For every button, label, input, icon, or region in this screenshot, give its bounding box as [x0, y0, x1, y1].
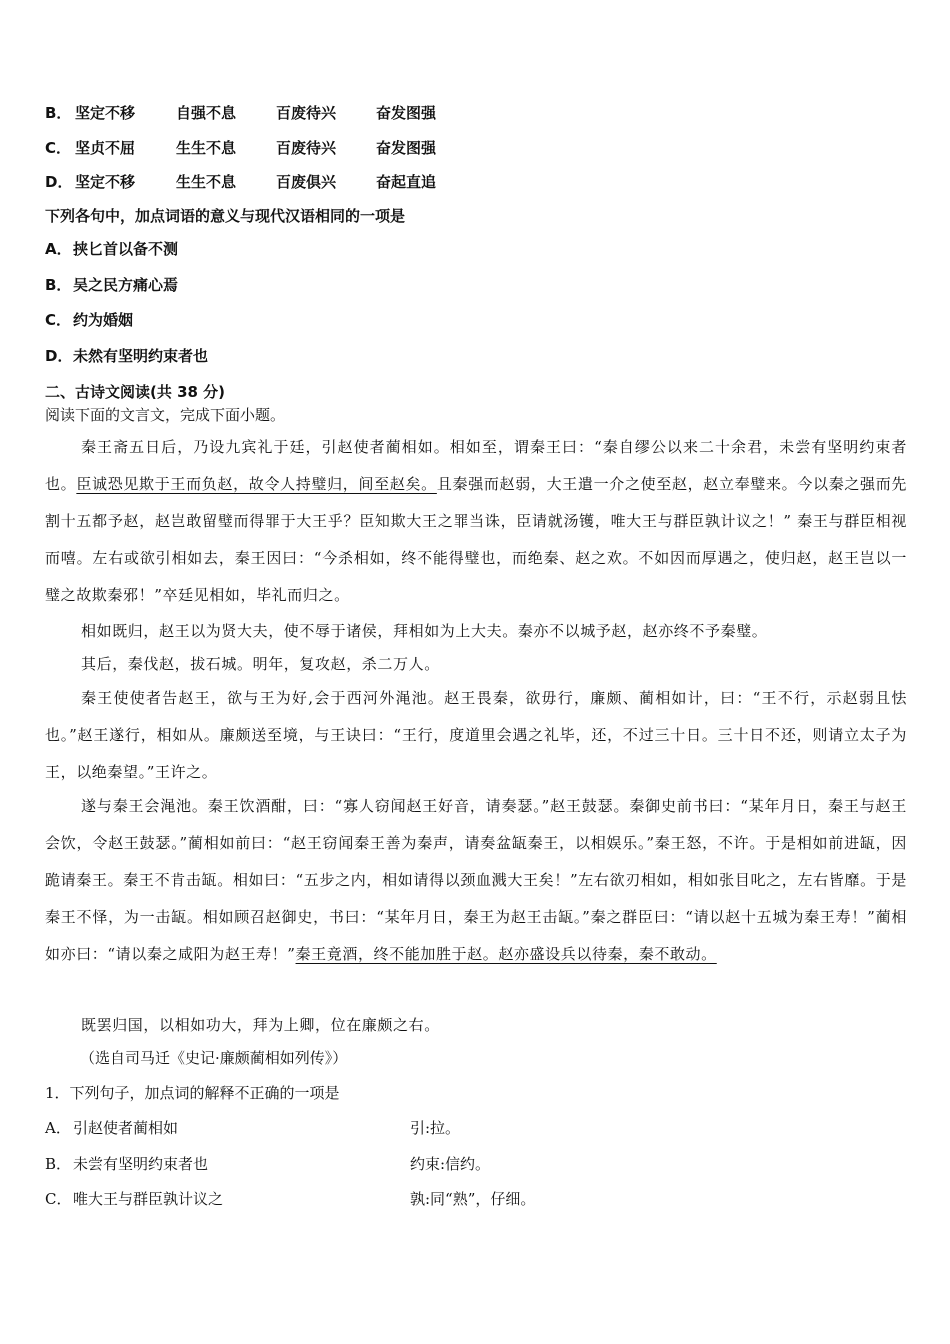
meaning-option-c — [45, 309, 133, 330]
option-sentence: 引赵使者蔺相如 — [73, 1119, 179, 1137]
option-label: A． — [45, 240, 72, 258]
option-word: 生生不息 — [176, 139, 237, 157]
option-text: 吴之民方痛心焉 — [73, 276, 179, 294]
option-label: B． — [45, 276, 72, 294]
option-text: 挟匕首以备不测 — [73, 240, 179, 258]
option-label: C． — [45, 139, 72, 157]
meaning-option-a — [45, 238, 178, 259]
option-sentence: 唯大王与群臣孰计议之 — [73, 1190, 224, 1208]
option-label: C． — [45, 1190, 72, 1208]
option-text: 未然有坚明约束者也 — [73, 347, 209, 365]
section-heading: 二、古诗文阅读(共 38 分) — [45, 383, 226, 401]
option-label: B． — [45, 1155, 72, 1173]
option-word: 奋发图强 — [376, 104, 437, 122]
section-intro: 阅读下面的文言文，完成下面小题。 — [45, 406, 286, 424]
option-word: 坚定不移 — [75, 104, 136, 122]
passage-paragraph-6: 既罢归国，以相如功大，拜为上卿，位在廉颇之右。 — [81, 1016, 440, 1034]
underlined-sentence: 秦王竟酒，终不能加胜于赵。赵亦盛设兵以待秦，秦不敢动。 — [295, 945, 717, 963]
option-label: B． — [45, 104, 72, 122]
option-gloss: 引:拉。 — [410, 1119, 461, 1137]
option-word: 百废待兴 — [276, 139, 337, 157]
question-1-stem: 1．下列句子，加点词的解释不正确的一项是 — [45, 1084, 340, 1102]
option-word: 百废俱兴 — [276, 173, 337, 191]
passage-paragraph-5 — [45, 788, 907, 973]
passage-paragraph-4: 秦王使使者告赵王，欲与王为好,会于西河外渑池。赵王畏秦，欲毋行，廉颇、蔺相如计，曰：“王不行，示赵弱且怯也。”赵王遂行，相如从。廉颇送至境，与王诀曰：“王行，度道里会遇之礼毕，还，不过三十日。三十日不还，则请立太子为王，以绝秦望。”王许之。 — [45, 689, 907, 781]
passage-text: 且秦强而赵弱，大王遣一介之使至赵，赵立奉璧来。今以秦之强而先割十五都予赵，赵岂敢留璧而得罪于大王乎？臣知欺大王之罪当诛，臣请就汤镬，唯大王与群臣孰计议之！” 秦王与群臣相视而嘻。左右或欲引相如去，秦王因曰：“今杀相如，终不能得璧也，而绝秦、赵之欢。不如因而厚遇之，使归赵，赵王岂以一璧之故欺秦邪！”卒廷见相如，毕礼而归之。 — [45, 475, 907, 604]
underlined-sentence: 臣诚恐见欺于王而负赵，故令人持璧归，间至赵矣。 — [76, 475, 437, 493]
passage-text: 秦王斋五日后，乃设九宾礼于廷，引赵使者蔺相如。相如至，谓秦王曰：“秦自缪公以来二十余君，未尝有坚明约束者也。 — [45, 438, 907, 493]
option-sentence: 未尝有坚明约束者也 — [73, 1155, 209, 1173]
option-label: C． — [45, 311, 72, 329]
passage-text: 遂与秦王会渑池。秦王饮酒酣，曰：“寡人窃闻赵王好音，请奏瑟。”赵王鼓瑟。秦御史前书曰：“某年月日，秦王与赵王会饮，令赵王鼓瑟。”蔺相如前曰：“赵王窃闻秦王善为秦声，请奏盆缻秦王，以相娱乐。”秦王怒，不许。于是相如前进缻，因跪请秦王。秦王不肯击缻。相如曰：“五步之内，相如请得以颈血溅大王矣！”左右欲刃相如，相如张目叱之，左右皆靡。于是秦王不怿，为一击缻。相如顾召赵御史，书曰：“某年月日，秦王为赵王击缻。”秦之群臣曰：“请以赵十五城为秦王寿！”蔺相如亦曰：“请以秦之咸阳为赵王寿！” — [45, 797, 907, 963]
option-label: A． — [45, 1119, 71, 1137]
option-word: 坚贞不屈 — [75, 139, 136, 157]
passage-paragraph-3: 其后，秦伐赵，拔石城。明年，复攻赵，杀二万人。 — [81, 655, 440, 673]
meaning-option-d — [45, 345, 208, 366]
passage-paragraph-1 — [45, 429, 907, 614]
option-word: 奋起直追 — [376, 173, 437, 191]
option-word: 自强不息 — [176, 104, 237, 122]
question-meaning-stem: 下列各句中，加点词语的意义与现代汉语相同的一项是 — [45, 207, 406, 225]
option-text: 约为婚姻 — [73, 311, 134, 329]
option-word: 百废待兴 — [276, 104, 337, 122]
option-gloss: 孰:同“熟”，仔细。 — [410, 1190, 536, 1208]
meaning-option-b — [45, 274, 178, 295]
option-word: 坚定不移 — [75, 173, 136, 191]
passage-paragraph-2: 相如既归，赵王以为贤大夫，使不辱于诸侯，拜相如为上大夫。秦亦不以城予赵，赵亦终不予秦璧。 — [81, 622, 768, 640]
option-label: D． — [45, 173, 73, 191]
option-gloss: 约束:信约。 — [410, 1155, 491, 1173]
option-label: D． — [45, 347, 73, 365]
option-word: 生生不息 — [176, 173, 237, 191]
option-word: 奋发图强 — [376, 139, 437, 157]
passage-source: （选自司马迁《史记·廉颇蔺相如列传》） — [80, 1049, 348, 1067]
